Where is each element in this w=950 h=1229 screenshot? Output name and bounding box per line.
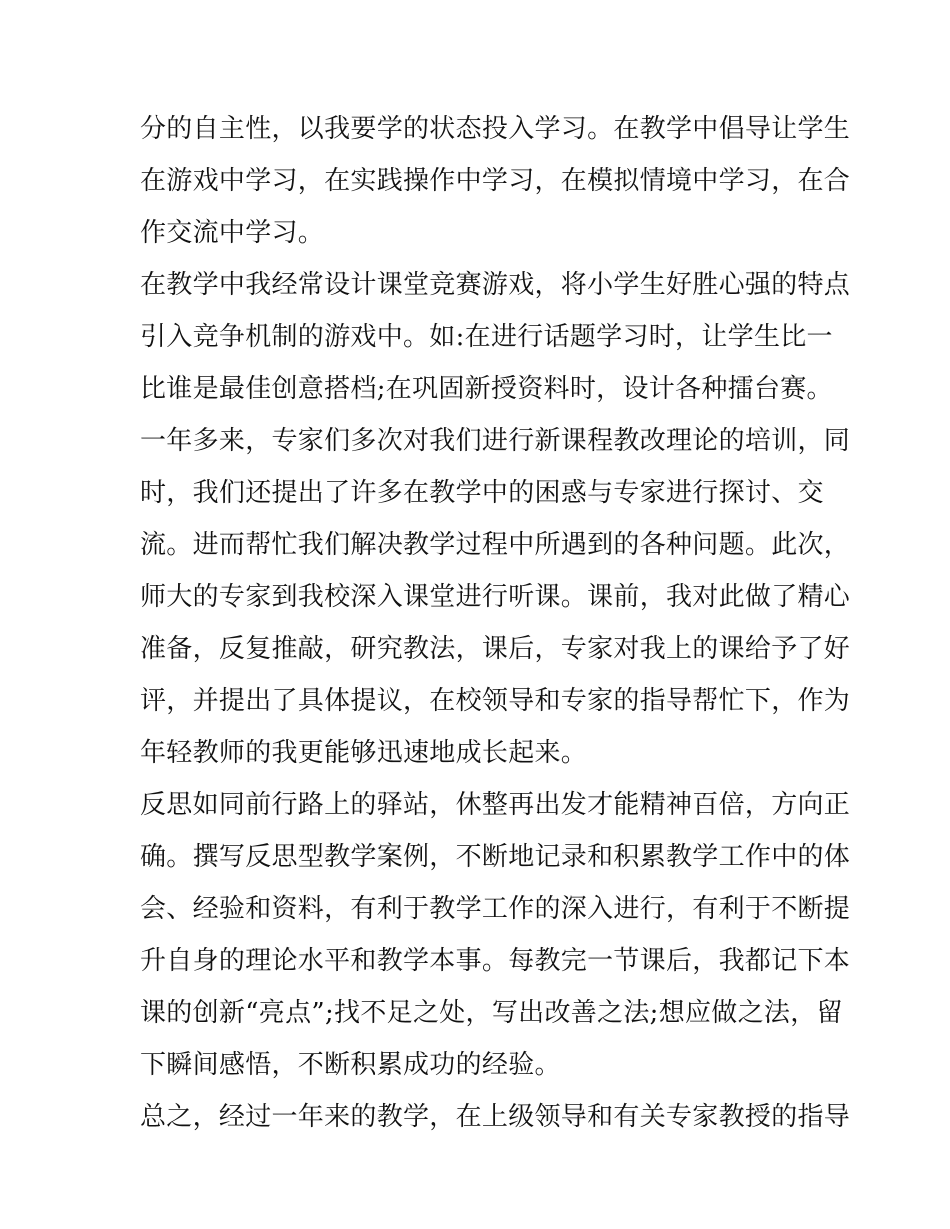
text-line: 分的自主性，以我要学的状态投入学习。在教学中倡导让学生 [140, 114, 851, 144]
paragraph-1 [140, 103, 851, 259]
text-line: 升自身的理论水平和教学本事。每教完一节课后，我都记下本 [140, 946, 851, 976]
text-line: 在游戏中学习，在实践操作中学习，在模拟情境中学习，在合 [140, 166, 851, 196]
text-line: 课的创新“亮点”;找不足之处，写出改善之法;想应做之法，留 [140, 998, 843, 1028]
text-line: 流。进而帮忙我们解决教学过程中所遇到的各种问题。此次， [140, 530, 851, 560]
text-line: 在教学中我经常设计课堂竞赛游戏，将小学生好胜心强的特点 [140, 270, 851, 300]
text-line: 评，并提出了具体提议，在校领导和专家的指导帮忙下，作为 [140, 686, 851, 716]
paragraph-5 [140, 1091, 851, 1143]
paragraph-2 [140, 259, 851, 415]
text-line: 师大的专家到我校深入课堂进行听课。课前，我对此做了精心 [140, 582, 851, 612]
text-line: 确。撰写反思型教学案例，不断地记录和积累教学工作中的体 [140, 842, 851, 872]
text-line: 时，我们还提出了许多在教学中的困惑与专家进行探讨、交 [140, 478, 824, 508]
paragraph-4 [140, 779, 851, 1091]
text-line: 一年多来，专家们多次对我们进行新课程教改理论的培训，同 [140, 426, 851, 456]
text-line: 总之，经过一年来的教学，在上级领导和有关专家教授的指导 [140, 1102, 851, 1132]
paragraph-3 [140, 415, 851, 779]
text-line: 反思如同前行路上的驿站，休整再出发才能精神百倍，方向正 [140, 790, 851, 820]
text-line: 会、经验和资料，有利于教学工作的深入进行，有利于不断提 [140, 894, 851, 924]
text-line: 引入竞争机制的游戏中。如:在进行话题学习时，让学生比一 [140, 322, 833, 352]
text-line: 年轻教师的我更能够迅速地成长起来。 [140, 738, 588, 768]
text-line: 作交流中学习。 [140, 218, 325, 248]
text-line: 下瞬间感悟，不断积累成功的经验。 [140, 1050, 561, 1080]
document-body [140, 103, 851, 1143]
text-line: 准备，反复推敲，研究教法，课后，专家对我上的课给予了好 [140, 634, 851, 664]
text-line: 比谁是最佳创意搭档;在巩固新授资料时，设计各种擂台赛。 [140, 374, 833, 404]
